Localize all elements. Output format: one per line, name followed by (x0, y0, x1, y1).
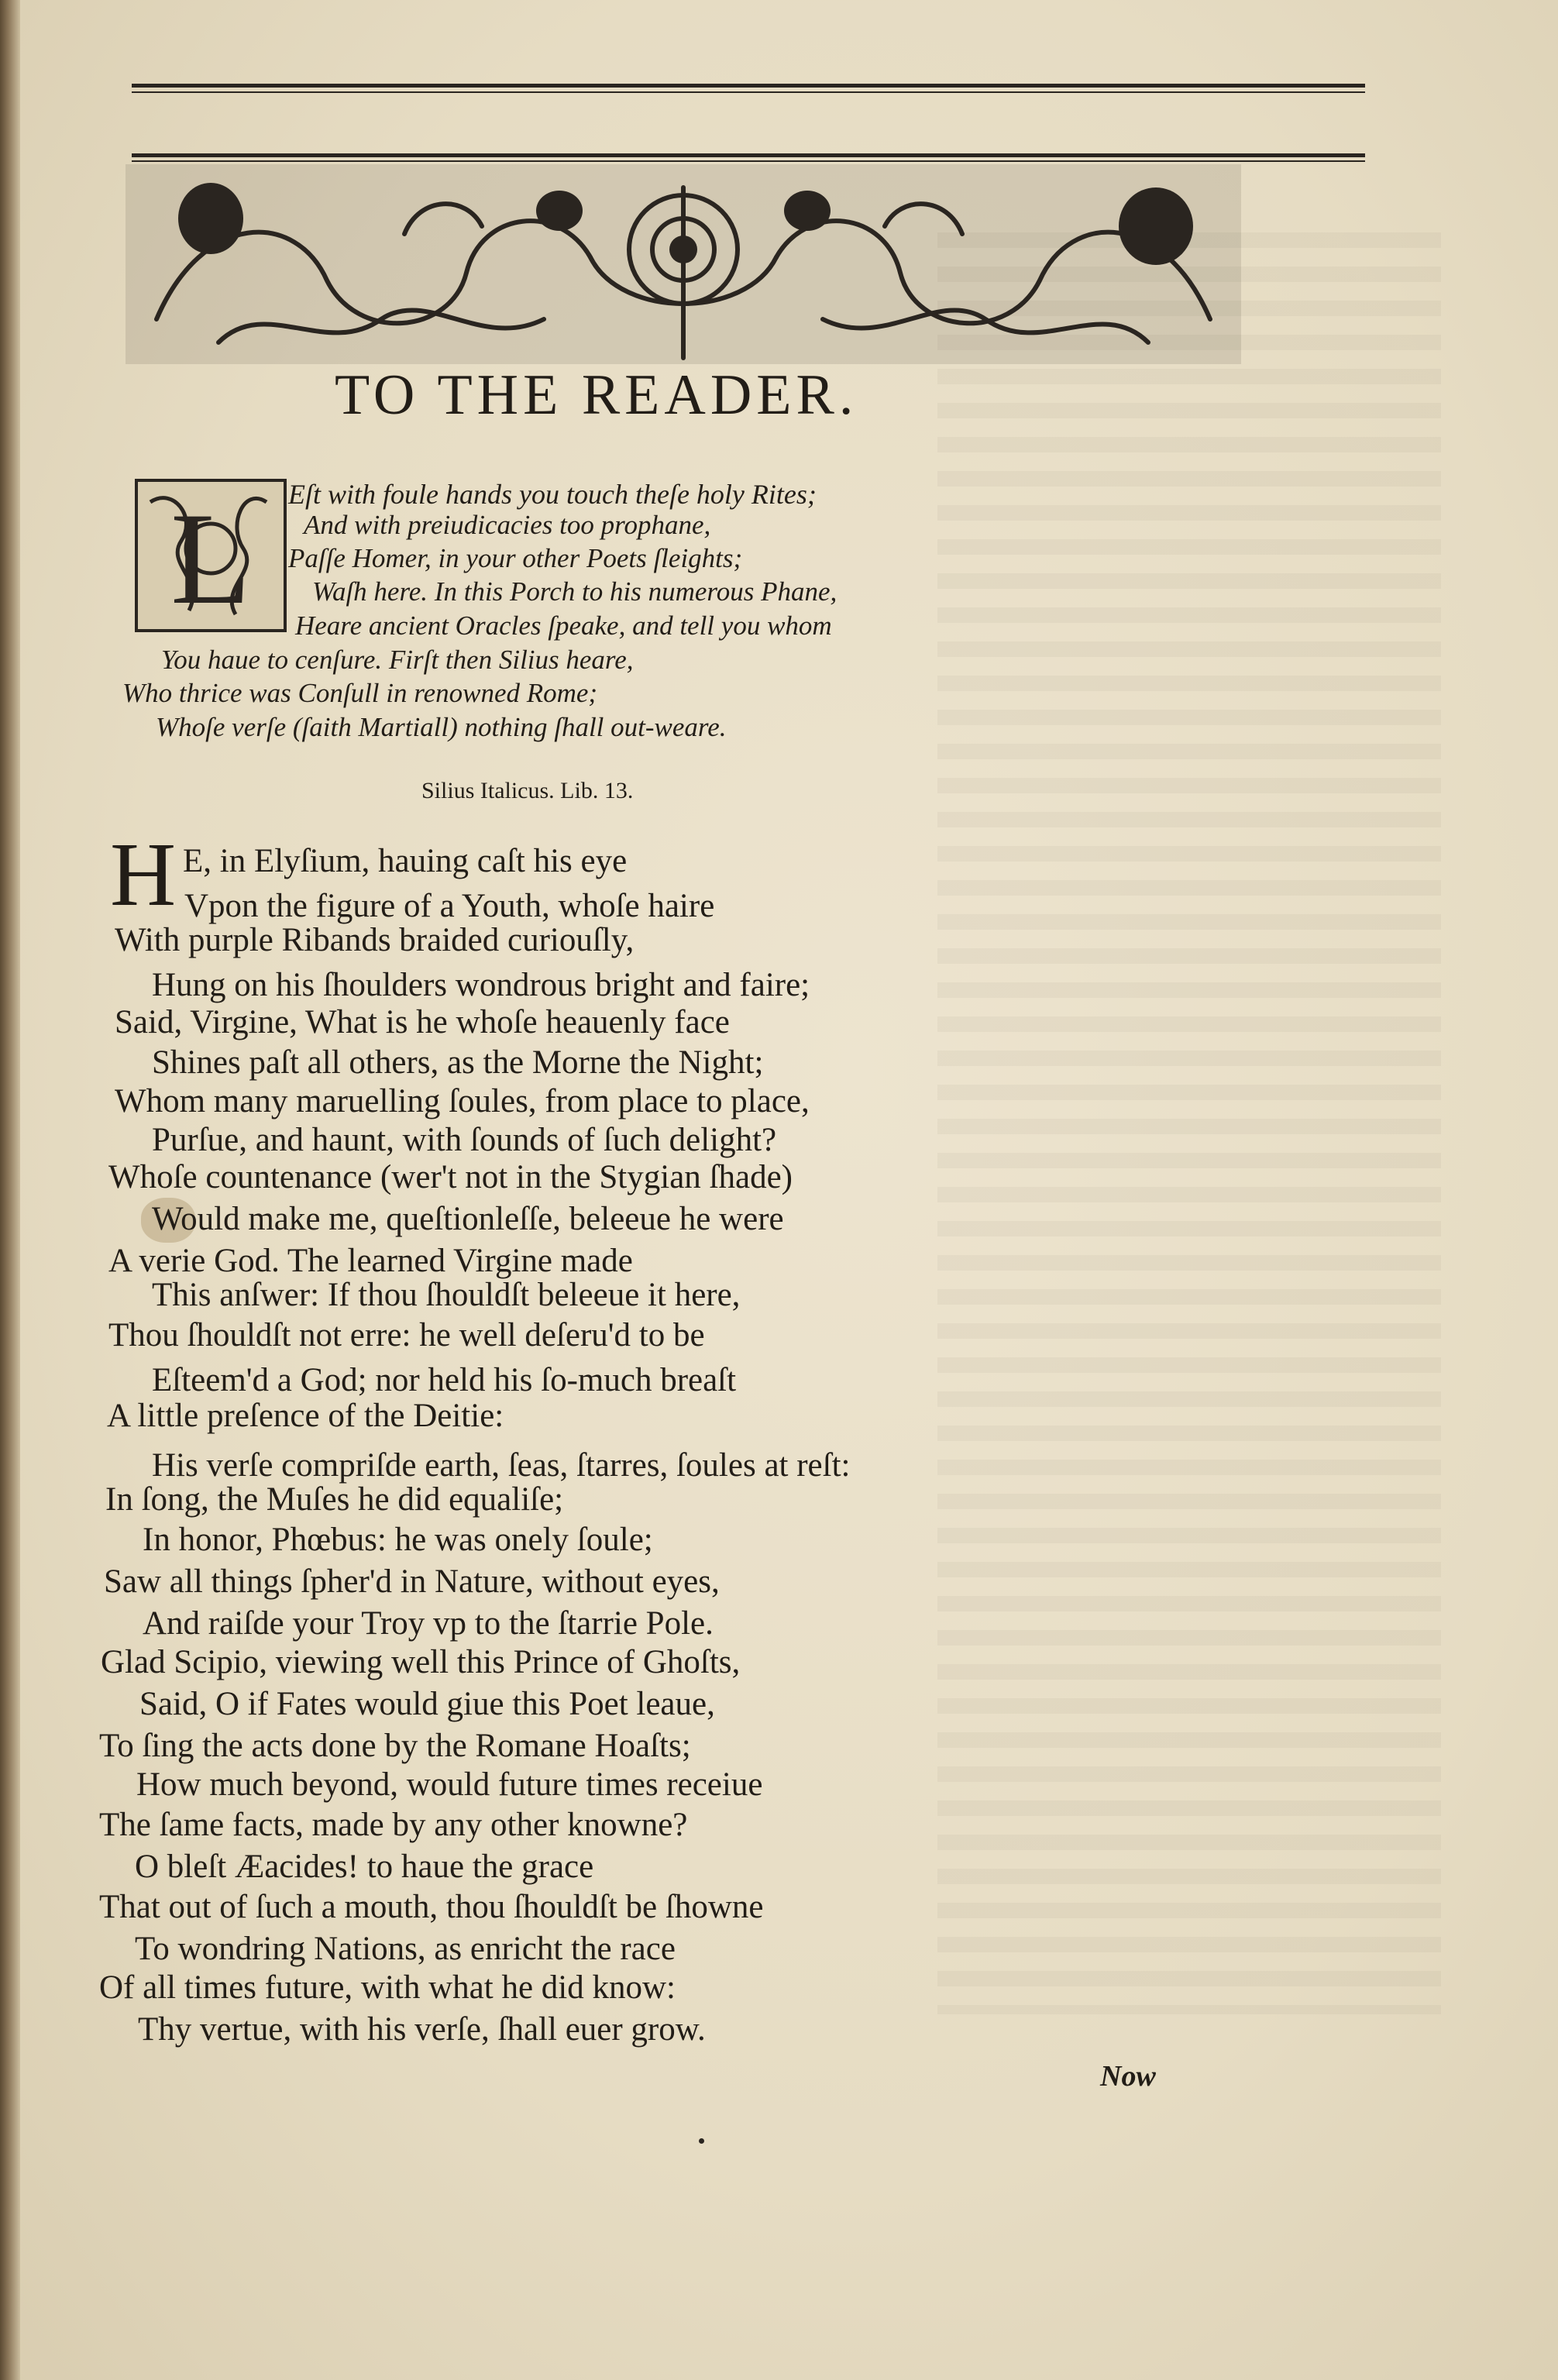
poem-line: Said, O if Fates would giue this Poet leaue, (139, 1686, 715, 1722)
intro-line: And with preiudicacies too prophane, (304, 510, 711, 540)
intro-line: You haue to cenſure. Firſt then Silius heare, (161, 645, 634, 675)
poem-line: A verie God. The learned Virgine made (108, 1243, 633, 1279)
poem-line: Thy vertue, with his verſe, ſhall euer grow. (138, 2011, 706, 2048)
poem-line: Whom many maruelling ſoules, from place to place, (115, 1083, 810, 1119)
poem-line: Vpon the figure of a Youth, whoſe haire (184, 888, 715, 924)
intro-line: Heare ancient Oracles ſpeake, and tell you whom (295, 610, 832, 641)
poem-line: Glad Scipio, viewing well this Prince of Ghoſts, (101, 1644, 741, 1680)
poem-line: Shines paſt all others, as the Morne the Night; (152, 1044, 764, 1081)
header-rule (132, 153, 1365, 157)
poem-line: A little preſence of the Deitie: (107, 1398, 504, 1434)
dropcap-h: H (110, 824, 177, 925)
show-through-text (937, 232, 1441, 2014)
poem-line: This anſwer: If thou ſhouldſt beleeue it here, (152, 1277, 741, 1313)
poem-line: In ſong, the Muſes he did equaliſe; (105, 1481, 564, 1518)
poem-line: Thou ſhouldſt not erre: he well deſeru'd to be (108, 1317, 705, 1353)
poem-line: Hung on his ſhoulders wondrous bright and faire; (152, 967, 810, 1003)
poem-line: To ſing the acts done by the Romane Hoaſts; (99, 1728, 691, 1764)
dropcap-letter-l: L (170, 486, 251, 631)
poem-line: Saw all things ſpher'd in Nature, without eyes, (104, 1563, 720, 1600)
poem-line: To wondring Nations, as enricht the race (135, 1931, 676, 1967)
decorated-initial-l (135, 479, 287, 632)
header-rule-thin (132, 160, 1365, 162)
book-binding-edge (0, 0, 20, 2380)
poem-line: That out of ſuch a mouth, thou ſhouldſt be ſhowne (99, 1889, 764, 1925)
poem-line: Eſteem'd a God; nor held his ſo-much breaſt (152, 1362, 737, 1398)
catchword: Now (1100, 2060, 1156, 2093)
poem-line: The ſame facts, made by any other knowne? (99, 1807, 688, 1843)
poem-line: Would make me, queſtionleſſe, beleeue he were (152, 1201, 784, 1237)
poem-line: Of all times future, with what he did know: (99, 1969, 676, 2006)
intro-line: Waſh here. In this Porch to his numerous Phane, (312, 576, 837, 607)
poem-line: His verſe compriſde earth, ſeas, ſtarres, ſoules at reſt: (152, 1447, 851, 1484)
poem-line: In honor, Phœbus: he was onely ſoule; (143, 1522, 653, 1558)
poem-line: Purſue, and haunt, with ſounds of ſuch delight? (152, 1122, 777, 1158)
poem-line: Said, Virgine, What is he whoſe heauenly face (115, 1004, 730, 1040)
poem-line: How much beyond, would future times receiue (136, 1766, 763, 1803)
poem-line: And raiſde your Troy vp to the ſtarrie Pole. (143, 1605, 714, 1642)
intro-line: Whoſe verſe (ſaith Martiall) nothing ſhall out-weare. (156, 712, 727, 742)
intro-line: Eſt with foule hands you touch theſe holy Rites; (288, 479, 817, 510)
top-rule-thin (132, 91, 1365, 93)
poem-line: O bleſt Æacides! to haue the grace (135, 1849, 594, 1885)
attribution: Silius Italicus. Lib. 13. (421, 778, 634, 803)
headpiece-ornament (126, 164, 1241, 364)
poem-line: With purple Ribands braided curiouſly, (115, 922, 635, 958)
poem-line: E, in Elyſium, hauing caſt his eye (183, 843, 628, 879)
top-rule (132, 84, 1365, 88)
page-title-text: TO THE READER. (335, 363, 858, 427)
intro-line: Paſſe Homer, in your other Poets ſleights; (288, 543, 743, 573)
intro-line: Who thrice was Conſull in renowned Rome; (122, 678, 598, 708)
poem-line: Whoſe countenance (wer't not in the Stygian ſhade) (108, 1159, 793, 1195)
printers-mark (699, 2138, 704, 2144)
